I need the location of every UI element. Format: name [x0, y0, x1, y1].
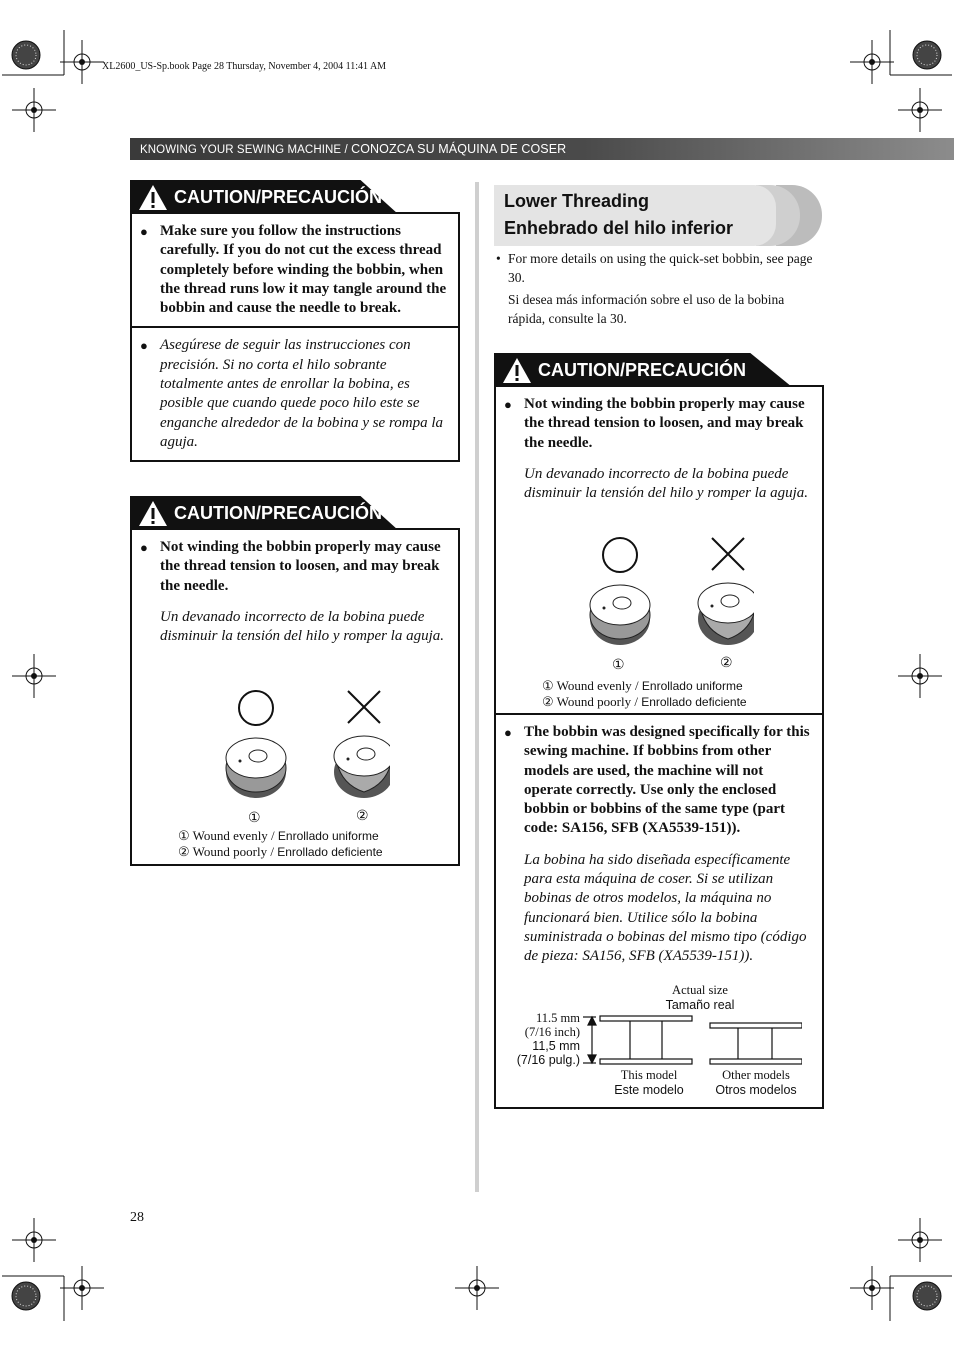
- figure-caption: ① Wound evenly / Enrollado uniforme ② Wound poorly / Enrollado deficiente: [178, 828, 383, 859]
- this-model-bobbin-icon: [600, 1016, 692, 1064]
- caution-item: ● Not winding the bobbin properly may cause the thread tension to loosen, and may break the needle. Un devanado incorrecto de la bobina puede disminuir la tensión del hilo y romper la aguja.: [504, 396, 809, 502]
- caution-header-2: [130, 496, 460, 530]
- lower-threading-heading: [494, 185, 822, 246]
- other-model-bobbin-icon: [710, 1023, 802, 1064]
- bobbin-poor-icon: [334, 736, 390, 798]
- reference-note: • For more details on using the quick-set bobbin, see page 30. Si desea más información sobre el uso de la bobina rápida, consulte la 30.: [496, 251, 813, 326]
- figure-number-2: ②: [356, 807, 369, 823]
- caution-item-2: ● The bobbin was designed specifically for this sewing machine. If bobbins from other models are used, the machine will not operate correctly. Use only the enclosed bobbin or bobbins of the same type (part code: SA156, SFB (XA5539-151)). La bobina ha sido diseñada específicamente para esta máquina de coser. Si se utilizan bobinas de otros modelos, la máquina no funcionará bien. Utilice sólo la bobina suministrada o bobinas del mismo tipo (código de pieza: SA156, SFB (XA5539-151)).: [504, 724, 810, 965]
- figure-number-1: ①: [612, 656, 625, 672]
- correct-mark-icon: [603, 538, 637, 572]
- bobbin-even-icon: [226, 738, 286, 798]
- incorrect-mark-icon: [348, 691, 380, 723]
- caution-box-2: [130, 530, 460, 866]
- other-models-label: Other models Otros modelos: [715, 1068, 797, 1097]
- figure-caption: ① Wound evenly / Enrollado uniforme ② Wound poorly / Enrollado deficiente: [542, 678, 747, 709]
- caution-label: CAUTION/PRECAUCIÓN: [174, 187, 383, 207]
- bobbin-figure: [584, 535, 754, 655]
- heading-title-en: Lower Threading: [504, 191, 650, 211]
- caution-item-es: ● Asegúrese de seguir las instrucciones con precisión. Si no corta el hilo sobrante totalmente antes de enrollar la bobina, es posible que cuando quede poco hilo este se enganche alrededor de la bobina y se rompa la aguja.: [140, 337, 444, 450]
- bobbin-poor-icon: [698, 583, 754, 645]
- figure-number-2: ②: [720, 654, 733, 670]
- warning-icon: [138, 184, 168, 211]
- section-title-en: KNOWING YOUR SEWING MACHINE /: [140, 144, 352, 156]
- warning-icon: [138, 500, 168, 527]
- bullet-icon: •: [496, 251, 501, 266]
- bobbin-even-icon: [590, 585, 650, 645]
- caution-box-1: [130, 214, 460, 462]
- incorrect-mark-icon: [712, 538, 744, 570]
- this-model-label: This model Este modelo: [614, 1068, 684, 1097]
- caution-header-3: [494, 353, 824, 387]
- page-number: 28: [130, 1210, 144, 1225]
- column-divider: [475, 182, 479, 1192]
- warning-icon: [502, 357, 532, 384]
- actual-size-label: Actual size Tamaño real: [665, 983, 735, 1012]
- bobbin-size-diagram: [582, 1013, 802, 1069]
- caution-item-en: ● Make sure you follow the instructions carefully. If you do not cut the excess thread completely before winding the bobbin, when the thread runs low it may tangle around the bobbin and cause the needle to break.: [140, 223, 447, 317]
- caution-label: CAUTION/PRECAUCIÓN: [538, 360, 747, 380]
- bullet-icon: ●: [140, 338, 148, 354]
- caution-label: CAUTION/PRECAUCIÓN: [174, 503, 383, 523]
- figure-number-1: ①: [248, 809, 261, 825]
- dimension-label: 11.5 mm (7/16 inch) 11,5 mm (7/16 pulg.): [516, 1011, 580, 1067]
- heading-title-es: Enhebrado del hilo inferior: [504, 218, 734, 238]
- print-header: XL2600_US-Sp.book Page 28 Thursday, November 4, 2004 11:41 AM: [102, 61, 387, 72]
- section-bar: [130, 138, 954, 160]
- section-title-es: CONOZCA SU MÁQUINA DE COSER: [351, 142, 567, 156]
- bullet-icon: ●: [504, 725, 512, 740]
- caution-box-3: [494, 387, 824, 1109]
- caution-item: ● Not winding the bobbin properly may cause the thread tension to loosen, and may break the needle. Un devanado incorrecto de la bobina puede disminuir la tensión del hilo y romper la aguja.: [140, 539, 445, 645]
- caution-header-1: [130, 180, 460, 214]
- bullet-icon: ●: [504, 397, 512, 412]
- bullet-icon: ●: [140, 540, 148, 555]
- dimension-arrow-icon: [583, 1017, 596, 1063]
- correct-mark-icon: [239, 691, 273, 725]
- bullet-icon: ●: [140, 224, 148, 239]
